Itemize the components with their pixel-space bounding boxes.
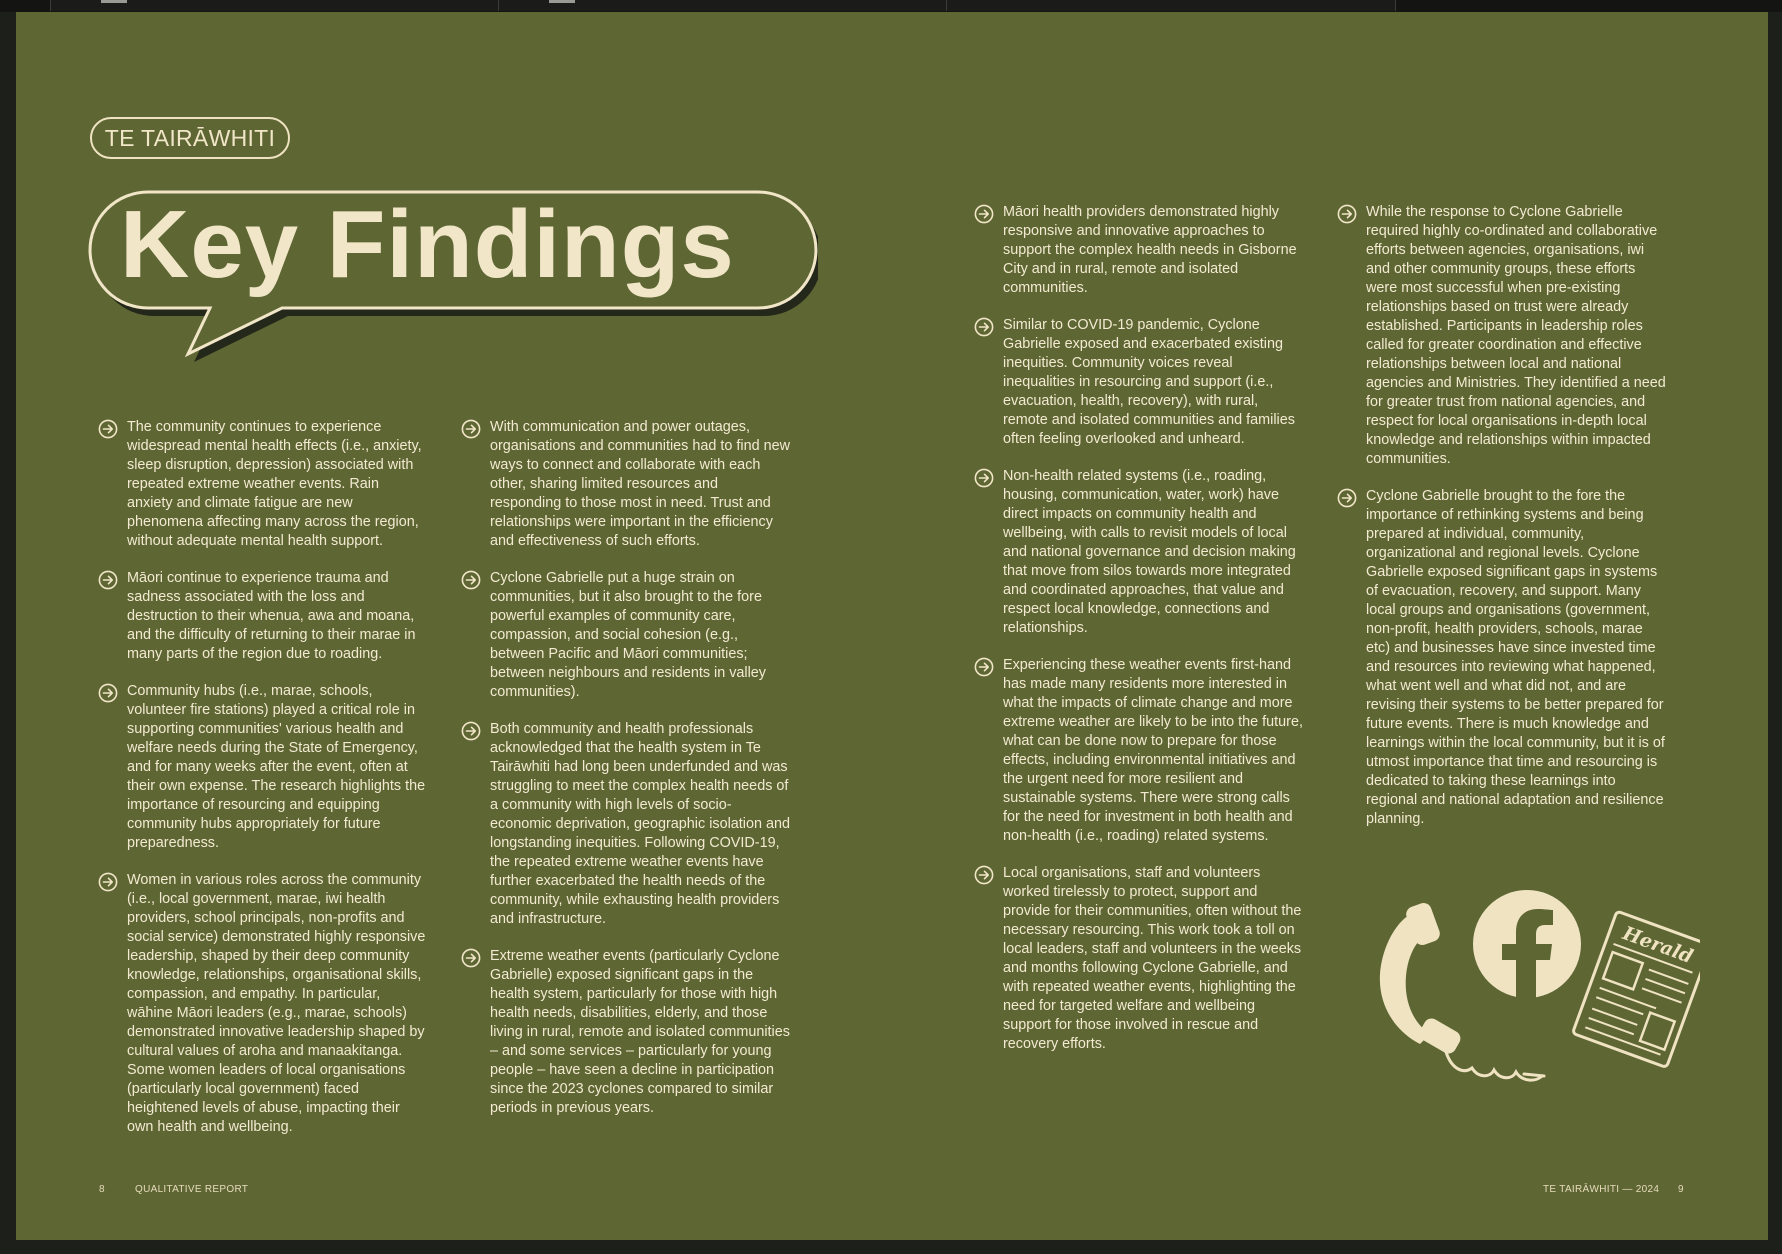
- finding-text: The community continues to experience widespread mental health effects (i.e., anxiety, sleep disruption, depression) associated with repeated extreme weather events. Rain anxiety and climate fatigue are new phenomena affecting many across the region, without adequate mental health support.: [127, 419, 422, 549]
- viewer-tab[interactable]: [50, 0, 500, 11]
- finding-item: [974, 203, 1304, 298]
- finding-text: Cyclone Gabrielle put a huge strain on communities, but it also brought to the fore powerful examples of community care, compassion, and social cohesion (e.g., between Pacific and Māori communities; between neighbours and residents in valley communities).: [490, 570, 767, 700]
- arrow-circle-icon: [1337, 204, 1357, 224]
- arrow-circle-icon: [98, 419, 118, 439]
- finding-text: Both community and health professionals acknowledged that the health system in Te Tairāwhiti had long been underfunded and was struggling to meet the complex health needs of a community with high levels of socio-economic deprivation, geographic isolation and longstanding inequities. Following COVID-19, the repeated extreme weather events have further exacerbated the health needs of the community, while exhausting health providers and infrastructure.: [490, 721, 790, 927]
- finding-text: Local organisations, staff and volunteers worked tirelessly to protect, support and provide for their communities, often without the necessary resourcing. This work took a toll on local leaders, staff and volunteers in the weeks and months following Cyclone Gabrielle, and with repeated weather events, highlighting the need for targeted welfare and wellbeing support for those involved in rescue and recovery efforts.: [1003, 865, 1302, 1052]
- tab-icon: [549, 0, 575, 3]
- finding-item: [974, 467, 1304, 638]
- findings-column-1: [98, 418, 428, 1155]
- finding-item: [461, 569, 791, 702]
- finding-text: Cyclone Gabrielle brought to the fore the importance of rethinking systems and being prepared at individual, community, organizational and regional levels. Cyclone Gabrielle exposed significant gaps in systems of evacuation, recovery, and support. Many local groups and organisations (government, non-profit, health providers, schools, marae etc) and businesses have since invested time and resources into reviewing what happened, what went well and what did not, and are revising their systems to be better prepared for future events. There is much knowledge and learnings within the local community, but it is of utmost importance that time and resourcing is dedicated to taking these learnings into regional and national adaptation and resilience planning.: [1366, 488, 1665, 827]
- finding-item: [98, 871, 428, 1137]
- finding-item: [98, 418, 428, 551]
- finding-text: Extreme weather events (particularly Cyclone Gabrielle) exposed significant gaps in the health system, particularly for those with high health needs, disabilities, elderly, and those living in rural, remote and isolated communities – and some services – particularly for young people – have seen a decline in participation since the 2023 cyclones compared to similar periods in previous years.: [490, 948, 790, 1116]
- finding-text: Similar to COVID-19 pandemic, Cyclone Gabrielle exposed and exacerbated existing inequities. Community voices reveal inequalities in resourcing and support (i.e., evacuation, health, recovery), with rural, remote and isolated communities and families often feeling overlooked and unheard.: [1003, 317, 1295, 447]
- arrow-circle-icon: [461, 948, 481, 968]
- arrow-circle-icon: [974, 657, 994, 677]
- viewer-tab-bar: [0, 0, 1782, 12]
- finding-text: While the response to Cyclone Gabrielle required highly co-ordinated and collaborative efforts between agencies, organisations, iwi and other community groups, these efforts were most successful when pre-existing relationships based on trust were already established. Participants in leadership roles called for greater coordination and effective relationships between local and national agencies and Ministries. They identified a need for greater trust from national agencies, and respect for local organisations in-depth local knowledge and relationships within impacted communities.: [1366, 204, 1666, 467]
- arrow-circle-icon: [974, 204, 994, 224]
- media-illustration: [1360, 884, 1700, 1094]
- findings-column-3: [974, 203, 1304, 1072]
- findings-column-2: [461, 418, 791, 1136]
- findings-column-4: [1337, 203, 1667, 847]
- finding-item: [1337, 487, 1667, 829]
- arrow-circle-icon: [98, 570, 118, 590]
- arrow-circle-icon: [974, 468, 994, 488]
- finding-item: [974, 316, 1304, 449]
- arrow-circle-icon: [461, 570, 481, 590]
- finding-text: Māori continue to experience trauma and sadness associated with the loss and destruction to their whenua, awa and moana, and the difficulty of returning to their marae in many parts of the region due to roading.: [127, 570, 416, 662]
- newspaper-masthead: Herald: [1619, 922, 1696, 968]
- arrow-circle-icon: [461, 721, 481, 741]
- finding-item: [461, 947, 791, 1118]
- finding-text: Experiencing these weather events first-hand has made many residents more interested in what the impacts of climate change and more extreme weather are likely to be into the future, what can be done now to prepare for those effects, including environmental initiatives and the urgent need for more resilient and sustainable systems. There were strong calls for the need for investment in both health and non-health (i.e., roading) related systems.: [1003, 657, 1303, 844]
- page-title: Key Findings: [120, 191, 735, 298]
- viewer-tab[interactable]: [946, 0, 1396, 11]
- finding-item: [461, 418, 791, 551]
- finding-item: [98, 569, 428, 664]
- arrow-circle-icon: [98, 872, 118, 892]
- finding-text: Non-health related systems (i.e., roading, housing, communication, water, work) have direct impacts on community health and wellbeing, with calls to revisit models of local and national governance and decision making that move from silos towards more integrated and coordinated approaches, that value and respect local knowledge, connections and relationships.: [1003, 468, 1296, 636]
- finding-item: [461, 720, 791, 929]
- finding-text: Māori health providers demonstrated highly responsive and innovative approaches to support the complex health needs in Gisborne City and in rural, remote and isolated communities.: [1003, 204, 1297, 296]
- finding-item: [974, 864, 1304, 1054]
- facebook-icon: [1473, 890, 1581, 998]
- page-number-left: 8: [99, 1184, 105, 1195]
- arrow-circle-icon: [1337, 488, 1357, 508]
- page-number-right: 9: [1678, 1184, 1684, 1195]
- arrow-circle-icon: [974, 865, 994, 885]
- arrow-circle-icon: [98, 683, 118, 703]
- viewer-tab[interactable]: [498, 0, 948, 11]
- region-label: TE TAIRĀWHITI: [90, 117, 290, 159]
- tab-icon: [101, 0, 127, 3]
- footer-region-year: TE TAIRĀWHITI — 2024: [1543, 1184, 1660, 1195]
- finding-item: [1337, 203, 1667, 469]
- newspaper-icon: [1572, 911, 1700, 1067]
- finding-item: [98, 682, 428, 853]
- arrow-circle-icon: [974, 317, 994, 337]
- footer-report-label: QUALITATIVE REPORT: [135, 1184, 249, 1195]
- arrow-circle-icon: [461, 419, 481, 439]
- finding-text: Women in various roles across the community (i.e., local government, marae, iwi health providers, school principals, non-profits and social service) demonstrated highly responsive leadership, shaped by their deep community knowledge, relationships, organisational skills, compassion, and empathy. In particular, wāhine Māori leaders (e.g., marae, schools) demonstrated innovative leadership shaped by cultural values of aroha and manaakitanga. Some women leaders of local organisations (particularly local government) faced heightened levels of abuse, impacting their own health and wellbeing.: [127, 872, 426, 1135]
- finding-item: [974, 656, 1304, 846]
- finding-text: With communication and power outages, organisations and communities had to find new ways to connect and collaborate with each other, sharing limited resources and responding to those most in need. Trust and relationships were important in the efficiency and effectiveness of such efforts.: [490, 419, 790, 549]
- finding-text: Community hubs (i.e., marae, schools, volunteer fire stations) played a critical role in supporting communities' various health and welfare needs during the State of Emergency, and for many weeks after the event, often at their own expense. The research highlights the importance of resourcing and equipping community hubs appropriately for future preparedness.: [127, 683, 426, 851]
